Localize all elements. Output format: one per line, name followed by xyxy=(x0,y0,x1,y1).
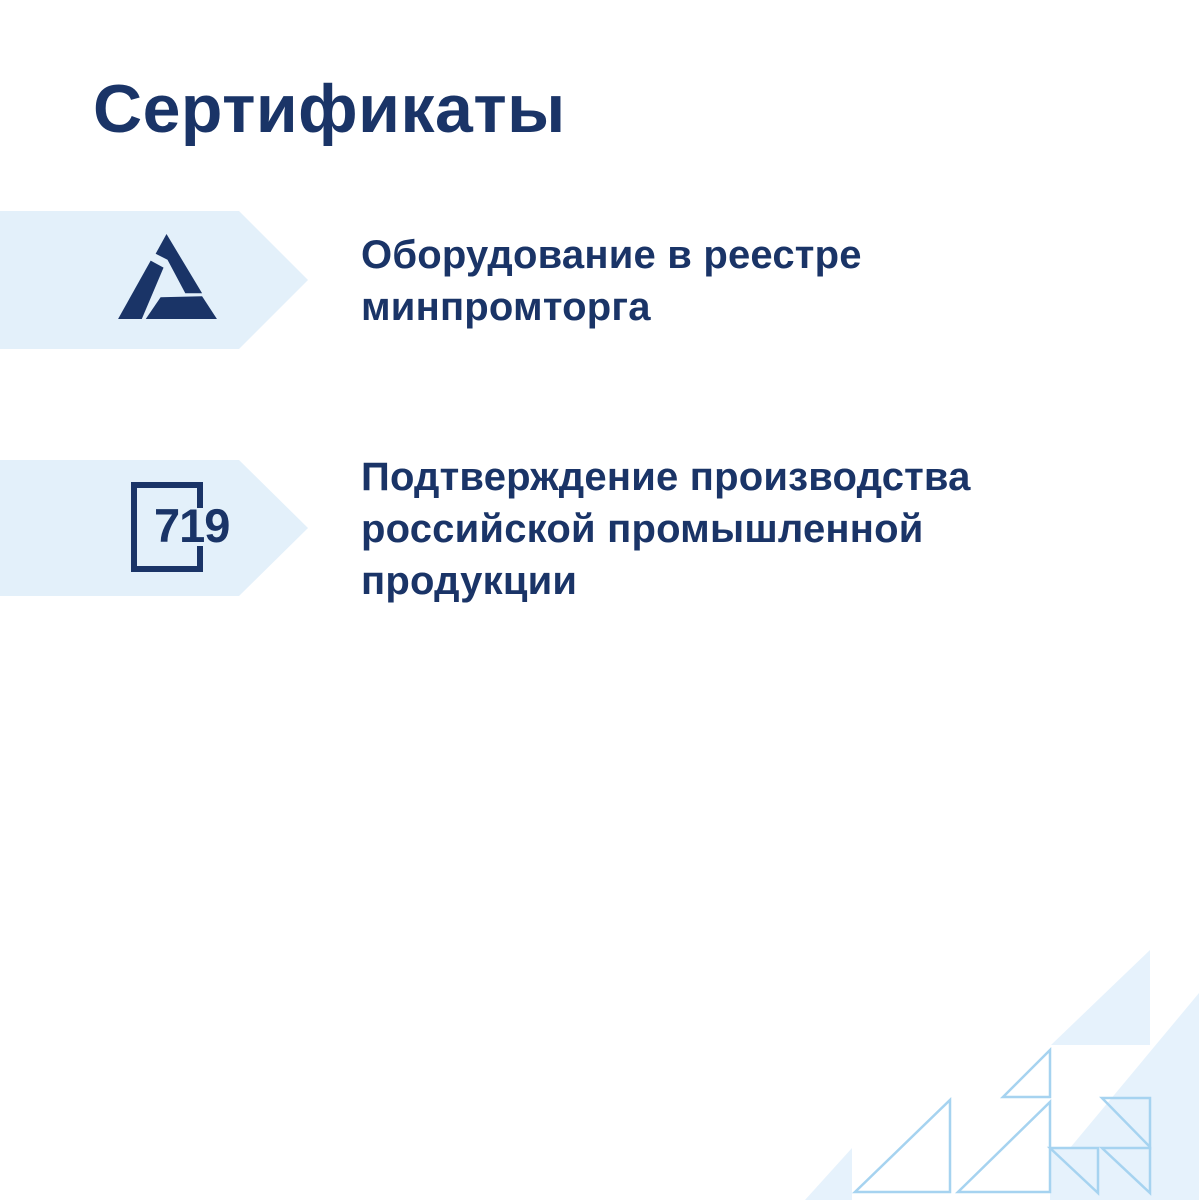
certificate-2-line-2: российской промышленной xyxy=(361,507,924,551)
triangle-apex-segment xyxy=(156,234,202,293)
decor-filled-triangle-small xyxy=(805,1148,852,1200)
decree-719-bracket-icon xyxy=(131,482,230,572)
certificate-2-line-1: Подтверждение производства xyxy=(361,455,971,499)
decor-filled-triangle-top xyxy=(1051,950,1150,1045)
minpromtorg-triangle-icon xyxy=(117,233,218,320)
decor-outline-triangle-big-mid xyxy=(958,1102,1050,1192)
decor-outline-triangle-big-left xyxy=(855,1100,950,1192)
certificate-1-text xyxy=(361,229,862,333)
decor-outline-triangle-small xyxy=(1003,1050,1050,1097)
page-title: Сертификаты xyxy=(93,71,566,147)
certificate-2-text xyxy=(361,451,971,607)
certificate-1-line-2: минпромторга xyxy=(361,285,651,329)
certificate-2-line-3: продукции xyxy=(361,559,578,603)
certificate-1-line-1: Оборудование в реестре xyxy=(361,233,862,277)
decorative-triangles xyxy=(799,900,1199,1200)
decor-filled-block xyxy=(1050,1148,1150,1195)
triangle-bottom-segment xyxy=(146,296,217,319)
badge-719-number: 719 xyxy=(154,499,230,553)
